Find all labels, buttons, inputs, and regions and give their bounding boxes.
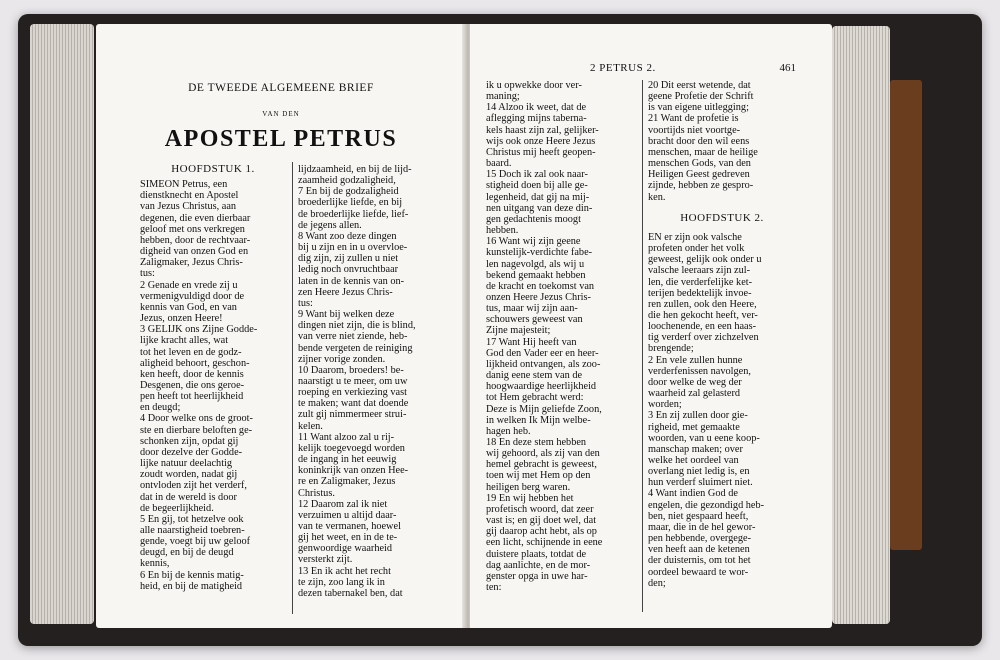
- text-line: vast is; en gij doet wel, dat: [486, 515, 597, 527]
- text-line: brengende;: [648, 343, 694, 355]
- text-line: 9 Want bij welken deze: [298, 309, 395, 321]
- text-line: bij u zijn en in u overvloe-: [298, 242, 408, 254]
- book-title-line1: DE TWEEDE ALGEMEENE BRIEF: [188, 82, 374, 94]
- text-line: profetisch woord, dat zeer: [486, 503, 594, 515]
- text-line: kelen.: [298, 420, 323, 432]
- left-column-1: [140, 164, 286, 592]
- right-column-1-text: [486, 80, 636, 593]
- text-line: 12 Daarom zal ik niet: [298, 498, 388, 510]
- text-line: len, die verderfelijke ket-: [648, 276, 753, 288]
- text-line: de kracht en toekomst van: [486, 280, 595, 292]
- page-number: 461: [779, 62, 796, 74]
- text-line: tus:: [140, 268, 155, 280]
- text-line: Heiligen Geest gedreven: [648, 169, 750, 181]
- text-line: worden;: [648, 399, 682, 411]
- text-line: nen uitgang van deze din-: [486, 202, 593, 214]
- text-line: een licht, schijnende in eene: [486, 537, 603, 549]
- chapter-heading-1: HOOFDSTUK 1.: [171, 163, 255, 175]
- text-line: kennis van God, en van: [140, 301, 237, 313]
- text-line: 16 Want wij zijn geene: [486, 236, 581, 248]
- text-line: van Jezus Christus, aan: [140, 201, 237, 213]
- text-line: geloof met ons verkregen: [140, 223, 245, 235]
- text-line: maning;: [486, 91, 520, 103]
- text-line: Deze is Mijn geliefde Zoon,: [486, 403, 602, 415]
- text-line: en deugd;: [140, 402, 181, 414]
- text-line: 3 En zij zullen door gie-: [648, 410, 748, 422]
- text-line: heid, en bij de matigheid: [140, 580, 243, 592]
- text-line: pen hebbende, overgege-: [648, 533, 752, 545]
- text-line: baard.: [486, 158, 512, 170]
- text-line: ledig noch onvruchtbaar: [298, 264, 399, 276]
- text-line: tig verderf over zichzelven: [648, 332, 759, 344]
- text-line: wijs ook onze Heere Jezus: [486, 135, 596, 147]
- text-line: schonken zijn, opdat gij: [140, 435, 239, 447]
- text-line: ken heeft, door de kennis: [140, 368, 244, 380]
- text-line: kelijk toegevoegd worden: [298, 442, 405, 454]
- text-line: hoogwaardige heerlijkheid: [486, 381, 597, 393]
- text-line: 2 En vele zullen hunne: [648, 354, 743, 366]
- text-line: kels haast zijn zal, gelijker-: [486, 124, 599, 136]
- text-line: woorden, van u eene koop-: [648, 432, 760, 444]
- text-line: tot Hem gebracht werd:: [486, 392, 584, 404]
- text-line: gen gedachtenis moogt: [486, 213, 581, 225]
- text-line: 5 En gij, tot hetzelve ook: [140, 513, 244, 525]
- text-line: dienstknecht en Apostel: [140, 190, 239, 202]
- text-line: 21 Want de profetie is: [648, 113, 739, 125]
- text-line: Zaligmaker, Jezus Chris-: [140, 257, 243, 269]
- text-line: die hen gekocht heeft, ver-: [648, 309, 758, 321]
- text-line: toen wij met Hem op den: [486, 470, 591, 482]
- text-line: hemel gebracht is geweest,: [486, 459, 597, 471]
- text-line: stigheid doen bij alle ge-: [486, 180, 588, 192]
- column-divider-left: [292, 162, 293, 614]
- text-line: Desgenen, die ons geroe-: [140, 379, 245, 391]
- text-line: aflegging mijns taberna-: [486, 113, 587, 125]
- text-line: ste en dierbare beloften ge-: [140, 424, 253, 436]
- text-line: dig zijn, zij zullen u niet: [298, 253, 399, 265]
- text-line: dat in de wereld is door: [140, 491, 237, 503]
- text-line: len nagevolgd, als wij u: [486, 258, 585, 270]
- column-divider-right: [642, 80, 643, 612]
- page-edges-right: [832, 26, 890, 624]
- text-line: dingen niet zijn, die is blind,: [298, 320, 416, 332]
- text-line: is van eigene uitlegging;: [648, 102, 749, 114]
- text-line: Christus.: [298, 487, 335, 499]
- text-line: Zijne majesteit;: [486, 325, 551, 337]
- text-line: 7 En bij de godzaligheid: [298, 186, 399, 198]
- text-line: zult gij nimmermeer strui-: [298, 409, 407, 421]
- text-line: oordeel bewaard te wor-: [648, 566, 749, 578]
- text-line: door welke de weg der: [648, 376, 742, 388]
- text-line: 15 Doch ik zal ook naar-: [486, 169, 588, 181]
- text-line: broederlijke liefde, en bij: [298, 197, 403, 209]
- text-line: hagen heb.: [486, 425, 531, 437]
- text-line: verzuimen u altijd daar-: [298, 509, 397, 521]
- text-line: kunstelijk-verdichte fabe-: [486, 247, 593, 259]
- text-line: lijke kracht alles, wat: [140, 335, 229, 347]
- text-line: ven heeft aan de ketenen: [648, 544, 750, 556]
- left-column-2: [298, 164, 444, 599]
- text-line: 13 En ik acht het recht: [298, 565, 391, 577]
- text-line: te zijn, zoo lang ik in: [298, 576, 385, 588]
- text-line: lijdzaamheid, en bij de lijd-: [298, 164, 412, 175]
- text-line: hun verderf sluimert niet.: [648, 477, 753, 489]
- text-line: vermenigvuldigd door de: [140, 290, 245, 302]
- text-line: de broederlijke liefde, lief-: [298, 208, 409, 220]
- text-line: de begeerlijkheid.: [140, 502, 214, 514]
- text-line: 4 Want indien God de: [648, 488, 738, 500]
- text-line: pen heeft tot heerlijkheid: [140, 391, 244, 403]
- text-line: laten in de kennis van on-: [298, 275, 405, 287]
- left-column-2-text: [298, 164, 444, 599]
- text-line: heiligen berg waren.: [486, 481, 571, 493]
- text-line: 17 Want Hij heeft van: [486, 336, 577, 348]
- text-line: van te vermanen, hoewel: [298, 521, 401, 532]
- text-line: ken.: [648, 191, 666, 203]
- text-line: den;: [648, 577, 666, 589]
- text-line: dezen tabernakel ben, dat: [298, 587, 403, 599]
- text-line: 18 En deze stem hebben: [486, 437, 587, 448]
- text-line: 19 En wij hebben het: [486, 492, 574, 504]
- text-line: righeid, met gemaakte: [648, 421, 740, 433]
- text-line: overlang niet ledig is, en: [648, 466, 750, 478]
- text-line: bracht door den wil eens: [648, 135, 750, 147]
- text-line: bende vergeten de reiniging: [298, 342, 413, 354]
- text-line: zoudt worden, nadat gij: [140, 469, 238, 481]
- text-line: genster opga in uwe har-: [486, 570, 588, 582]
- right-column-2-text-top: [648, 80, 796, 203]
- text-line: verderfenissen navolgen,: [648, 365, 751, 377]
- text-line: geweest, gelijk ook onder u: [648, 254, 762, 266]
- text-line: degenen, die even dierbaar: [140, 212, 251, 224]
- text-line: lijkheid ontvangen, als zoo-: [486, 358, 601, 370]
- text-line: versterkt zijt.: [298, 554, 353, 566]
- text-line: alle naarstigheid toebren-: [140, 525, 245, 536]
- text-line: Jezus, onzen Heere!: [140, 313, 223, 325]
- right-column-2-text-bottom: [648, 232, 796, 589]
- text-line: ik u opwekke door ver-: [486, 80, 582, 91]
- text-line: zijnde, hebben ze gespro-: [648, 180, 754, 192]
- text-line: wij gehoord, als zij van den: [486, 448, 600, 460]
- text-line: zaamheid godzaligheid,: [298, 175, 396, 187]
- text-line: koninkrijk van onzen Hee-: [298, 465, 409, 477]
- text-line: te maken; want dat doende: [298, 398, 409, 410]
- text-line: van verre niet ziende, heb-: [298, 331, 408, 343]
- book-title-line2: VAN DEN: [262, 110, 300, 118]
- text-line: kennis,: [140, 558, 170, 570]
- text-line: 6 En bij de kennis matig-: [140, 569, 244, 581]
- text-line: hebben, door de rechtvaar-: [140, 234, 251, 246]
- text-line: deugd, en bij de deugd: [140, 547, 234, 559]
- text-line: door dezelve der Godde-: [140, 446, 243, 458]
- page-edges-left: [30, 24, 94, 624]
- text-line: ben, niet gespaard heeft,: [648, 510, 749, 522]
- text-line: Christus mij heeft geopen-: [486, 146, 596, 158]
- text-line: manschap maken; over: [648, 443, 743, 455]
- text-line: valsche leeraars zijn zul-: [648, 265, 751, 277]
- text-line: digheid van onzen God en: [140, 246, 249, 258]
- text-line: ontvloden zijt het verderf,: [140, 480, 247, 492]
- text-line: in welken Ik Mijn welbe-: [486, 414, 591, 426]
- text-line: lijke natuur deelachtig: [140, 458, 233, 470]
- right-column-2: [648, 80, 796, 589]
- text-line: gij het weet, en in de te-: [298, 532, 398, 544]
- text-line: tus:: [298, 297, 313, 309]
- chapter-heading-2: HOOFDSTUK 2.: [680, 211, 764, 224]
- text-line: maar, die in de hel gewor-: [648, 521, 756, 533]
- text-line: gij daarop acht hebt, als op: [486, 526, 597, 538]
- text-line: danig eene stem van de: [486, 370, 583, 382]
- book-title-main: APOSTEL PETRUS: [164, 126, 398, 152]
- text-line: 8 Want zoo deze dingen: [298, 230, 397, 242]
- text-line: menschen Gods, van den: [648, 158, 751, 170]
- bookmark-ribbon: [890, 80, 922, 550]
- text-line: loochenende, en een haas-: [648, 321, 757, 333]
- text-line: profeten onder het volk: [648, 243, 745, 255]
- text-line: re en Zaligmaker, Jezus: [298, 476, 396, 488]
- text-line: tus, maar wij zijn aan-: [486, 303, 578, 315]
- text-line: roeping en verkiezing vast: [298, 387, 407, 399]
- text-line: engelen, die gezondigd heb-: [648, 499, 765, 511]
- text-line: naarstigt u te meer, om uw: [298, 375, 408, 387]
- text-line: welke het oordeel van: [648, 455, 739, 466]
- text-line: ten:: [486, 582, 502, 594]
- text-line: voortijds niet voortge-: [648, 124, 741, 136]
- text-line: terijen bedektelijk invoe-: [648, 287, 752, 299]
- text-line: 10 Daarom, broeders! be-: [298, 364, 404, 376]
- right-column-1: [486, 80, 636, 593]
- text-line: de jegens allen.: [298, 219, 362, 231]
- text-line: dag aanlichte, en de mor-: [486, 559, 591, 571]
- running-head: 2 PETRUS 2.: [590, 62, 656, 74]
- text-line: 20 Dit eerst wetende, dat: [648, 80, 751, 91]
- text-line: aligheid behoort, geschon-: [140, 357, 250, 369]
- text-line: hebben.: [486, 225, 519, 237]
- text-line: 14 Alzoo ik weet, dat de: [486, 102, 587, 114]
- text-line: der duisternis, om tot het: [648, 555, 751, 567]
- text-line: waarheid zal gelasterd: [648, 388, 741, 400]
- text-line: geene Profetie der Schrift: [648, 91, 754, 103]
- text-line: menschen, maar de heilige: [648, 146, 758, 158]
- text-line: ren zullen, ook den Heere,: [648, 298, 757, 310]
- text-line: 4 Door welke ons de groot-: [140, 413, 253, 425]
- text-line: 11 Want alzoo zal u rij-: [298, 431, 395, 443]
- text-line: tot het leven en de godz-: [140, 346, 242, 358]
- text-line: schouwers geweest van: [486, 314, 583, 326]
- text-line: onzen Heere Jezus Chris-: [486, 291, 591, 303]
- text-line: genwoordige waarheid: [298, 543, 393, 555]
- text-line: gende, voegt bij uw geloof: [140, 536, 251, 548]
- text-line: 3 GELIJK ons Zijne Godde-: [140, 324, 258, 336]
- text-line: legenheid, dat gij na mij-: [486, 191, 590, 203]
- text-line: SIMEON Petrus, een: [140, 179, 228, 191]
- text-line: bekend gemaakt hebben: [486, 269, 586, 281]
- text-line: God den Vader eer en heer-: [486, 347, 599, 359]
- right-page: [470, 24, 832, 628]
- text-line: de ingang in het eeuwig: [298, 454, 397, 466]
- text-line: zijner vorige zonden.: [298, 353, 386, 365]
- text-line: zen Heere Jezus Chris-: [298, 286, 393, 298]
- left-page: [96, 24, 466, 628]
- left-column-1-text: [140, 179, 286, 592]
- text-line: duistere plaats, totdat de: [486, 548, 587, 560]
- text-line: 2 Genade en vrede zij u: [140, 279, 238, 291]
- text-line: EN er zijn ook valsche: [648, 231, 742, 243]
